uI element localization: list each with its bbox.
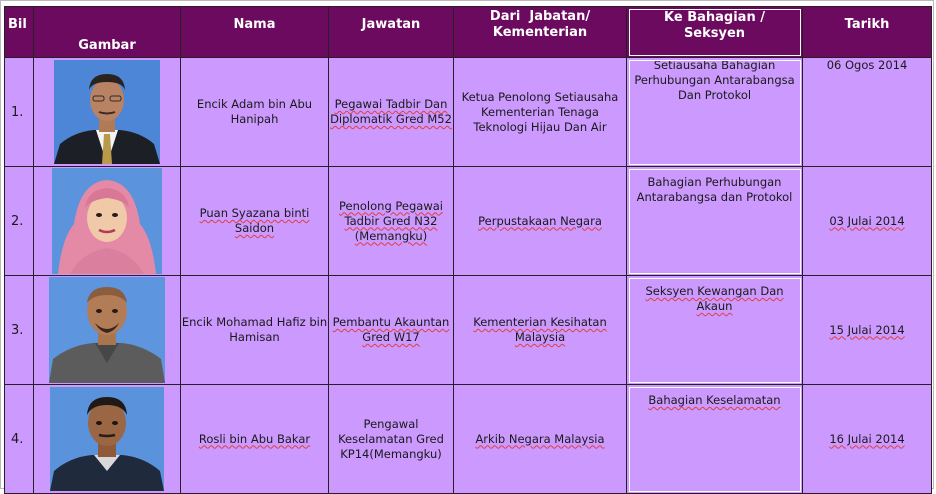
cell-tarikh (803, 385, 932, 494)
header-tarikh: Tarikh (803, 7, 932, 58)
ke-text: Bahagian Perhubungan Antarabangsa dan Protokol (636, 175, 793, 204)
header-bil: Bil (5, 7, 34, 58)
header-dari-line2: Kementerian (492, 25, 588, 40)
portrait-photo (49, 277, 165, 383)
nama-text: Encik Mohamad Hafiz bin Hamisan (181, 315, 328, 344)
tarikh-text: 06 Ogos 2014 (826, 58, 908, 72)
cell-bil: 1. (5, 58, 34, 167)
cell-jawatan (329, 167, 454, 276)
ke-text: Setiausaha Bahagian Perhubungan Antarabangsa Dan Protokol (634, 58, 795, 102)
tarikh-text: 03 Julai 2014 (829, 213, 905, 228)
cell-jawatan (329, 276, 454, 385)
table-row (5, 276, 932, 385)
dari-text: Perpustakaan Negara (478, 213, 602, 228)
ke-text: Seksyen Kewangan Dan Akaun (645, 284, 784, 313)
header-dari-line1: Dari Jabatan/ (489, 9, 591, 24)
header-nama: Nama (181, 7, 329, 58)
cell-photo (34, 385, 181, 494)
jawatan-text: Pembantu Akauntan Gred W17 (332, 315, 450, 344)
nama-text: Encik Adam bin Abu Hanipah (196, 97, 313, 126)
header-row (5, 7, 932, 58)
cell-tarikh (803, 167, 932, 276)
table-row (5, 58, 932, 167)
cell-tarikh (803, 276, 932, 385)
cell-nama (181, 276, 329, 385)
header-ke-line1: Ke Bahagian / (664, 10, 765, 25)
header-ke-line2: Seksyen (683, 26, 746, 41)
tarikh-text: 15 Julai 2014 (829, 322, 905, 337)
portrait-photo (50, 387, 164, 491)
cell-bil: 3. (5, 276, 34, 385)
dari-text: Kementerian Kesihatan Malaysia (473, 315, 607, 344)
dari-text: Ketua Penolong Setiausaha Kementerian Tenaga Teknologi Hijau Dan Air (461, 89, 619, 134)
cell-nama (181, 167, 329, 276)
staff-transfer-table (4, 6, 932, 494)
cell-jawatan (329, 385, 454, 494)
dari-text: Arkib Negara Malaysia (475, 431, 605, 446)
jawatan-text: Pengawal Keselamatan Gred KP14(Memangku) (338, 416, 444, 461)
cell-tarikh (803, 58, 932, 167)
cell-ke (627, 276, 803, 385)
cell-photo (34, 276, 181, 385)
cell-nama (181, 58, 329, 167)
tarikh-text: 16 Julai 2014 (829, 431, 905, 446)
header-dari (454, 7, 627, 58)
nama-text: Rosli bin Abu Bakar (198, 431, 311, 446)
nama-text: Puan Syazana binti Saidon (199, 206, 310, 235)
cell-nama (181, 385, 329, 494)
jawatan-text: Penolong Pegawai Tadbir Gred N32 (Memangku) (339, 198, 443, 243)
cell-dari (454, 58, 627, 167)
header-ke (627, 7, 803, 58)
cell-bil: 2. (5, 167, 34, 276)
cell-bil: 4. (5, 385, 34, 494)
cell-dari (454, 385, 627, 494)
cell-photo (34, 167, 181, 276)
cell-photo (34, 58, 181, 167)
cell-dari (454, 167, 627, 276)
table-row (5, 385, 932, 494)
ke-text: Bahagian Keselamatan (648, 393, 781, 407)
header-gambar: Gambar (34, 7, 181, 58)
portrait-photo (54, 60, 160, 164)
portrait-photo (52, 168, 162, 274)
cell-ke (627, 167, 803, 276)
header-jawatan: Jawatan (329, 7, 454, 58)
cell-jawatan (329, 58, 454, 167)
cell-ke (627, 58, 803, 167)
table-row (5, 167, 932, 276)
cell-ke (627, 385, 803, 494)
cell-dari (454, 276, 627, 385)
jawatan-text: Pegawai Tadbir Dan Diplomatik Gred M52 (330, 97, 452, 126)
